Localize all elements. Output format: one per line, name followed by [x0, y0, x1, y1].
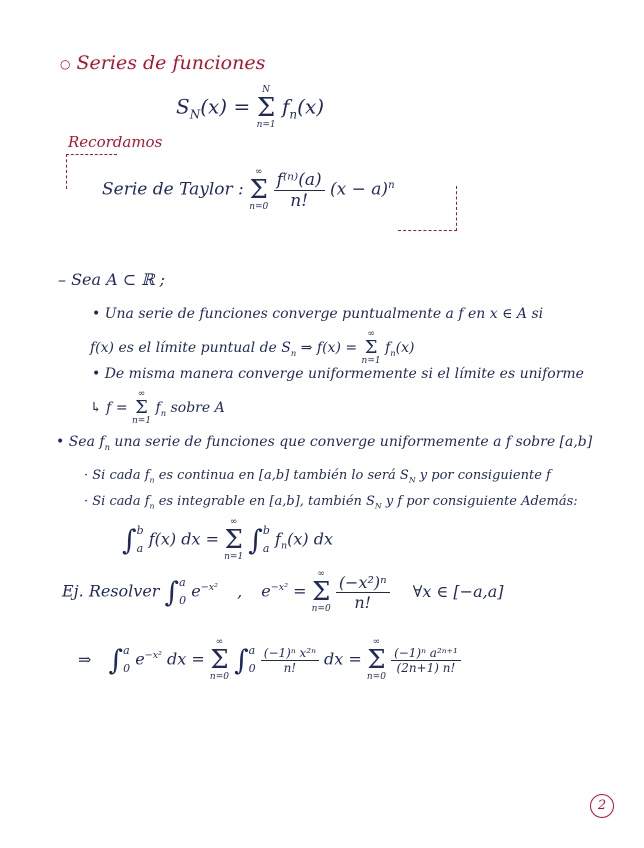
puntual-term: f [385, 340, 391, 356]
example-e2-exp: −x² [270, 582, 289, 594]
sum-lower: n=1 [361, 356, 381, 366]
uniforme-arrow: ↳ f = [90, 400, 128, 416]
sum-lower: n=1 [132, 416, 152, 426]
sea-fn-sub: n [104, 441, 110, 452]
example-label: Ej. Resolver [62, 581, 160, 601]
sum-upper: ∞ [254, 167, 263, 177]
taylor-label: Serie de Taylor : [102, 179, 244, 200]
int-upper: a [179, 576, 186, 590]
result-sum [210, 638, 229, 682]
taylor-numerator: f⁽ⁿ⁾(a) [274, 170, 325, 191]
result-sum-2 [367, 638, 386, 682]
sum-lower: n=0 [209, 672, 229, 682]
result-dx2: dx [324, 649, 344, 669]
sea-a-line: – Sea A ⊂ ℝ ; [58, 270, 166, 289]
result-numerator: (−1)ⁿ x²ⁿ [261, 646, 319, 661]
integral-symbol: ∫ [164, 575, 180, 609]
heading [60, 52, 265, 74]
sum-upper: ∞ [215, 637, 224, 647]
int-upper: a [248, 644, 256, 658]
sub1-sub: n [149, 475, 155, 485]
sea-fn-rest: una serie de funciones que converge uniformemente a f sobre [a,b] [114, 434, 593, 450]
sigma-symbol: Σ [210, 645, 229, 675]
bracket-bottom-right [398, 186, 457, 231]
result-body-exp: −x² [144, 650, 162, 662]
sigma-symbol: Σ [311, 577, 331, 607]
sub1-sub2: N [408, 475, 416, 485]
int-lower: 0 [248, 662, 256, 675]
sub1-rest: es continua en [a,b] también lo será S [158, 468, 409, 483]
sub-integrable [84, 494, 578, 511]
sigma-symbol: Σ [135, 397, 148, 418]
sub2-sub2: N [374, 501, 382, 511]
bullet-puntual: • Una serie de funciones converge puntualmente a f en x ∈ A si [92, 306, 544, 322]
sum-upper: ∞ [229, 517, 238, 527]
example-sum [312, 570, 331, 614]
sn-term-sub: n [289, 107, 298, 122]
sigma-symbol: Σ [364, 337, 378, 358]
sn-sum [257, 86, 276, 130]
sn-symbol: S [176, 94, 190, 119]
sub2-sub: n [149, 501, 155, 511]
puntual-arrow: ⇒ f(x) = [300, 340, 358, 356]
sum-lower: n=0 [311, 604, 331, 614]
int-upper: a [123, 644, 130, 658]
example-equals: = [293, 581, 307, 601]
sea-fn-line [56, 434, 592, 452]
sum-lower: n=0 [366, 672, 386, 682]
sum-upper: N [262, 85, 271, 95]
result-denominator-2: (2n+1) n! [396, 660, 456, 675]
sum-upper: ∞ [367, 329, 375, 339]
heading-bullet: ○ [60, 57, 71, 71]
puntual-term-sub: n [390, 347, 396, 358]
sn-subscript: N [189, 107, 201, 122]
sigma-symbol: Σ [249, 175, 268, 205]
taylor-tail-exp: n [388, 179, 395, 191]
uniforme-term-sub: n [160, 407, 167, 418]
result-numerator-2: (−1)ⁿ a²ⁿ⁺¹ [391, 646, 461, 661]
sum-upper: ∞ [317, 569, 325, 579]
example-numerator: (−x²)ⁿ [336, 573, 390, 593]
taylor-denominator: n! [290, 190, 309, 211]
sub1-tail: y por consiguiente f [419, 468, 551, 483]
result-line [78, 638, 461, 682]
example-fraction [336, 573, 390, 612]
taylor-fraction [274, 170, 325, 211]
bullet-uniforme: • De misma manera converge uniformemente si el límite es uniforme [92, 366, 584, 382]
result-arrow: ⇒ [78, 649, 92, 669]
taylor-series [102, 168, 395, 212]
example-body: e [191, 581, 201, 601]
bullet-uniforme-def [90, 390, 225, 426]
integral-symbol: ∫ [122, 523, 137, 557]
sum-lower: n=1 [256, 120, 276, 130]
integral-symbol: ∫ [234, 643, 249, 677]
result-body: e [135, 649, 145, 669]
int-lower: a [136, 542, 144, 555]
sigma-symbol: Σ [224, 525, 243, 555]
sub-continua [84, 468, 551, 485]
sigma-symbol: Σ [256, 93, 276, 123]
sn-equals: = [233, 94, 251, 119]
result-fraction [261, 646, 319, 675]
uniforme-sum [132, 390, 151, 426]
sub1-text: · Si cada f [84, 468, 150, 483]
integral-equality [122, 518, 333, 562]
int-lower: 0 [179, 594, 187, 607]
int-upper: b [136, 524, 144, 538]
taylor-tail: (x − a) [330, 179, 389, 200]
sum-lower: n=0 [249, 202, 269, 212]
example-e2: e [261, 581, 271, 601]
sn-term: f [282, 94, 290, 119]
example-body-exp: −x² [200, 582, 218, 594]
uniforme-tail: sobre A [170, 400, 225, 416]
sub2-tail: y f por consiguiente Además: [385, 494, 578, 509]
result-dx: dx = [167, 649, 205, 669]
example-forall: ∀x ∈ [−a,a] [412, 581, 504, 601]
result-fraction-2 [391, 646, 461, 675]
int-lower: 0 [123, 662, 131, 675]
int-sum [224, 518, 243, 562]
heading-text: Series de funciones [76, 52, 266, 74]
sn-definition [176, 86, 324, 130]
sub2-rest: es integrable en [a,b], también S [158, 494, 375, 509]
puntual-term-arg: (x) [395, 340, 415, 356]
int-rhs-tail: (x) dx [287, 529, 333, 549]
int-rhs-body: f [275, 529, 281, 549]
int-rhs-sub: n [280, 540, 288, 552]
bullet-puntual-def [90, 330, 415, 366]
sea-fn-text: • Sea f [56, 434, 105, 450]
result-equals: = [348, 649, 362, 669]
sub2-text: · Si cada f [84, 494, 150, 509]
uniforme-term: f [155, 400, 161, 416]
puntual-sub: n [290, 347, 297, 358]
sn-arg: (x) [200, 94, 228, 119]
page-number-text: 2 [597, 798, 607, 813]
sum-lower: n=1 [224, 552, 244, 562]
integral-symbol: ∫ [108, 643, 124, 677]
puntual-text: f(x) es el límite puntual de S [90, 340, 291, 356]
example-sep: , [237, 581, 243, 601]
sigma-symbol: Σ [367, 645, 386, 675]
puntual-sum [362, 330, 381, 366]
recordamos-label: Recordamos [68, 133, 163, 151]
int-upper: b [262, 524, 270, 538]
example-line [62, 570, 503, 614]
taylor-sum [249, 168, 268, 212]
integral-symbol: ∫ [248, 523, 263, 557]
sum-upper: ∞ [137, 389, 146, 399]
sn-term-arg: (x) [297, 94, 325, 119]
example-denominator: n! [354, 592, 372, 612]
sum-upper: ∞ [372, 637, 381, 647]
page-number [590, 794, 614, 818]
int-lower: a [262, 542, 270, 555]
result-denominator: n! [283, 660, 297, 675]
int-body: f(x) dx = [148, 529, 220, 549]
